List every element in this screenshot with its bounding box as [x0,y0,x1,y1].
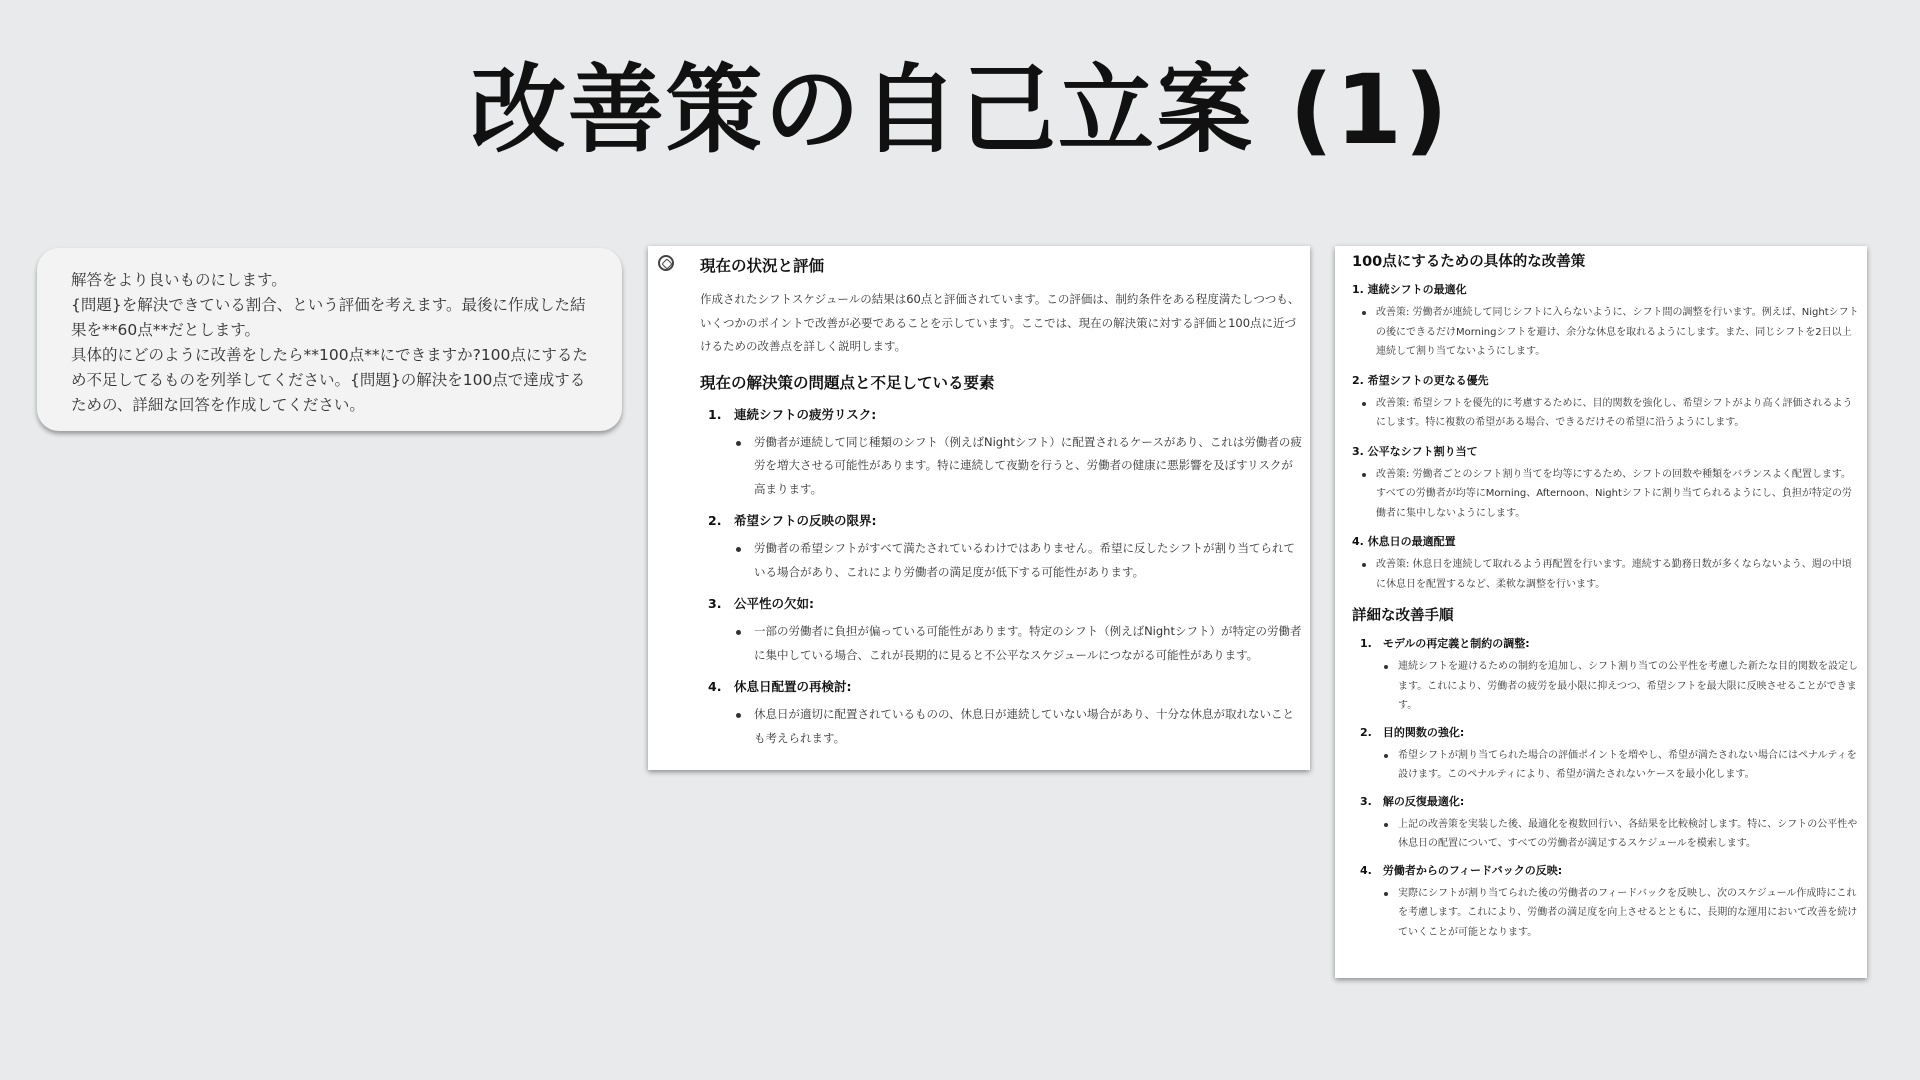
list-item-text: 休息日が適切に配置されているものの、休息日が連続していない場合があり、十分な休息が取れないことも考えられます。 [754,703,1302,750]
list-item-text: 一部の労働者に負担が偏っている可能性があります。特定のシフト（例えばNightシフト）が特定の労働者に集中している場合、これが長期的に見ると不公平なスケジュールにつながる可能性があります。 [754,620,1302,667]
section-heading: 現在の解決策の問題点と不足している要素 [700,373,995,392]
list-item-title: 4. 休息日配置の再検討: [708,679,852,694]
section-heading: 詳細な改善手順 [1352,608,1454,624]
step-title: 4. 労働者からのフィードバックの反映: [1360,863,1563,877]
improvement-title: 1. 連続シフトの最適化 [1352,283,1467,296]
step-text: 上記の改善策を実装した後、最適化を複数回行い、各結果を比較検討します。特に、シフトの公平性や休息日の配置について、すべての労働者が満足するスケジュールを模索します。 [1398,815,1861,854]
list-item-title: 2. 希望シフトの反映の限界: [708,513,877,528]
improvement-text: 改善策: 労働者ごとのシフト割り当てを均等にするため、シフトの回数や種類をバランスよく配置します。すべての労働者が均等にMorning、Afternoon、Nightシフトに割り当てられるようにし、負担が特定の労働者に集中しないようにします。 [1376,465,1861,524]
section-heading: 100点にするための具体的な改善策 [1352,254,1586,270]
problem-list [700,405,1302,751]
list-item-text: 労働者の希望シフトがすべて満たされているわけではありません。希望に反したシフトが割り当てられている場合があり、これにより労働者の満足度が低下する可能性があります。 [754,537,1302,584]
assistant-response-panel-2 [1335,246,1867,978]
step-title: 3. 解の反復最適化: [1360,794,1465,808]
user-prompt-text: 解答をより良いものにします。 {問題}を解決できている割合、という評価を考えます。最後に作成した結果を**60点**だとします。 具体的にどのように改善をしたら**100点**にできますか?100点にするため不足してるものを列挙してください。{問題}の解決を100点で達成するための、詳細な回答を作成してください。 [71,271,588,414]
section-heading: 現在の状況と評価 [700,257,825,275]
chatgpt-logo-icon [658,255,674,271]
step-title: 1. モデルの再定義と制約の調整: [1360,637,1530,650]
step-text: 連続シフトを避けるための制約を追加し、シフト割り当ての公平性を考慮した新たな目的関数を設定します。これにより、労働者の疲労を最小限に抑えつつ、希望シフトを最大限に反映させることができます。 [1398,657,1861,716]
step-text: 希望シフトが割り当てられた場合の評価ポイントを増やし、希望が満たされない場合にはペナルティを設けます。このペナルティにより、希望が満たされないケースを最小化します。 [1398,746,1861,785]
list-item-title: 3. 公平性の欠如: [708,596,814,611]
slide-title: 改善策の自己立案 (1) [470,54,1450,166]
step-title: 2. 目的関数の強化: [1360,725,1465,739]
list-item-title: 1. 連続シフトの疲労リスク: [708,406,877,422]
user-prompt-bubble [37,248,622,431]
assistant-response-panel-1 [648,246,1310,770]
improvement-title: 3. 公平なシフト割り当て [1352,444,1478,458]
improvement-title: 2. 希望シフトの更なる優先 [1352,373,1489,387]
section-paragraph: 作成されたシフトスケジュールの結果は60点と評価されています。この評価は、制約条件をある程度満たしつつも、いくつかのポイントで改善が必要であることを示しています。ここでは、現在の解決策に対する評価と100点に近づけるための改善点を詳しく説明します。 [700,292,1300,353]
improvement-text: 改善策: 休息日を連続して取れるよう再配置を行います。連続する勤務日数が多くならないよう、週の中頃に休息日を配置するなど、柔軟な調整を行います。 [1376,555,1861,594]
improvement-text: 改善策: 希望シフトを優先的に考慮するために、目的関数を強化し、希望シフトがより高く評価されるようにします。特に複数の希望がある場合、できるだけその希望に沿うようにします。 [1376,394,1861,433]
improvement-text: 改善策: 労働者が連続して同じシフトに入らないように、シフト間の調整を行います。例えば、Nightシフトの後にできるだけMorningシフトを避け、余分な休息を取れるようにします。また、同じシフトを2日以上連続して割り当てないようにします。 [1376,303,1861,362]
list-item-text: 労働者が連続して同じ種類のシフト（例えばNightシフト）に配置されるケースがあり、これは労働者の疲労を増大させる可能性があります。特に連続して夜勤を行うと、労働者の健康に悪影響を及ぼすリスクが高まります。 [754,431,1302,502]
step-text: 実際にシフトが割り当てられた後の労働者のフィードバックを反映し、次のスケジュール作成時にこれを考慮します。これにより、労働者の満足度を向上させるとともに、長期的な運用において改善を続けていくことが可能となります。 [1398,884,1861,943]
improvement-title: 4. 休息日の最適配置 [1352,535,1456,548]
